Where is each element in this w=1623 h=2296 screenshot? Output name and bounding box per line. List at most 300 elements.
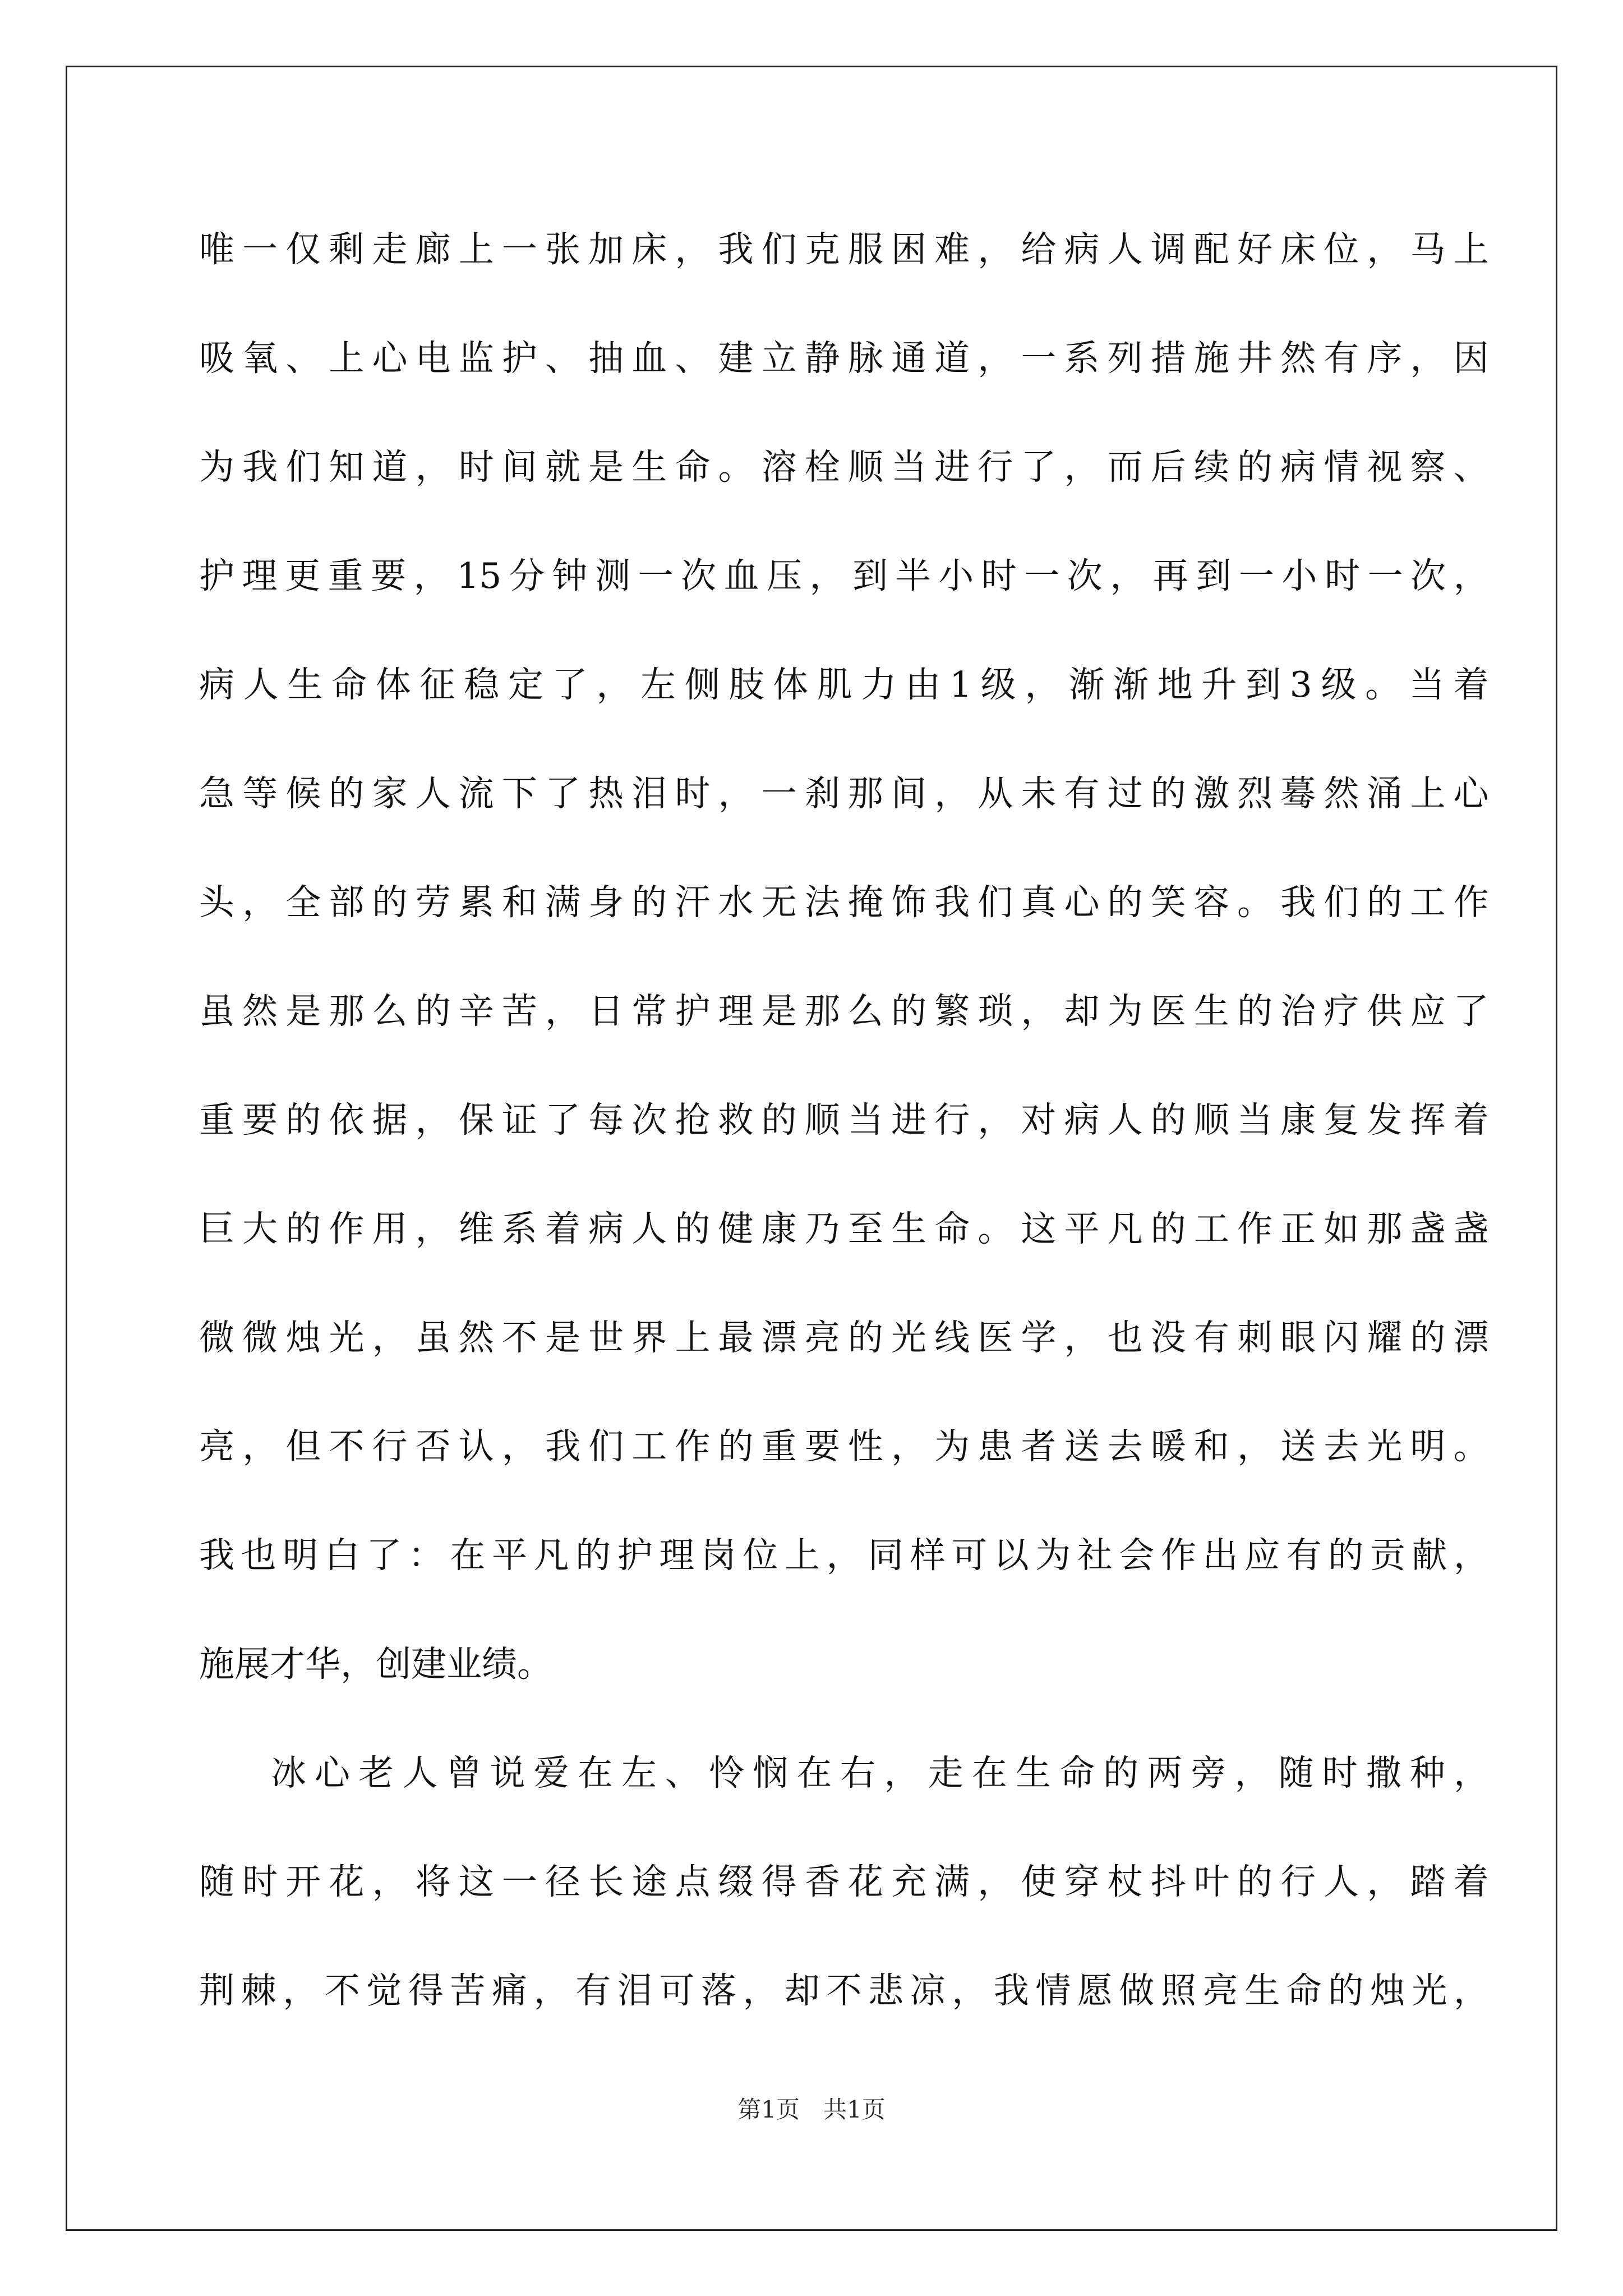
text-glyph: 康 <box>761 1208 797 1249</box>
text-glyph: 白 <box>324 1535 360 1576</box>
text-glyph: 间 <box>891 773 926 814</box>
text-glyph: 悲 <box>868 1970 903 2011</box>
text-glyph: 水 <box>718 882 754 923</box>
text-glyph: 在 <box>577 1752 613 1793</box>
text-glyph: 了 <box>1021 447 1057 487</box>
text-glyph: 稳 <box>464 664 500 705</box>
text-glyph: ， <box>718 773 754 814</box>
text-glyph: 要 <box>804 1426 840 1467</box>
text-glyph: 眼 <box>1280 1317 1316 1358</box>
text-glyph: 去 <box>1107 1426 1143 1467</box>
text-glyph: 顺 <box>1193 1099 1229 1140</box>
text-glyph: 也 <box>241 1535 276 1576</box>
text-glyph: ， <box>809 555 845 596</box>
text-glyph: 一 <box>761 773 797 814</box>
text-glyph: 再 <box>1152 555 1188 596</box>
text-glyph: 。 <box>718 447 754 487</box>
text-glyph: 察 <box>1410 447 1446 487</box>
text-glyph: 测 <box>594 555 630 596</box>
text-glyph: 当 <box>1409 664 1445 705</box>
text-glyph: 的 <box>1150 1208 1186 1249</box>
text-glyph: ， <box>884 1752 920 1793</box>
text-glyph: 位 <box>1324 229 1359 270</box>
text-glyph: ， <box>1410 338 1446 379</box>
text-glyph: 巨 <box>199 1208 234 1249</box>
text-glyph: 次 <box>1410 555 1446 596</box>
text-glyph: 出 <box>1202 1535 1238 1576</box>
text-glyph: 撒 <box>1366 1752 1401 1793</box>
text-glyph: 旁 <box>1191 1752 1227 1793</box>
text-glyph: 流 <box>458 773 494 814</box>
text-glyph: 当 <box>847 1099 883 1140</box>
text-line <box>199 763 1489 872</box>
text-glyph: 病 <box>199 664 234 705</box>
text-glyph: 半 <box>895 555 931 596</box>
text-glyph: 间 <box>501 447 537 487</box>
text-glyph: 老 <box>358 1752 394 1793</box>
text-glyph: ， <box>1453 555 1489 596</box>
text-glyph: 难 <box>934 229 970 270</box>
text-glyph: ， <box>545 991 580 1032</box>
text-glyph: 漂 <box>1453 1317 1489 1358</box>
text-glyph: 、 <box>675 338 711 379</box>
text-glyph: 的 <box>847 1317 883 1358</box>
text-glyph: 地 <box>1157 664 1193 705</box>
text-glyph: 行 <box>372 1426 408 1467</box>
text-glyph: 时 <box>675 773 711 814</box>
text-glyph: 护 <box>675 991 711 1032</box>
text-glyph: 刺 <box>1237 1317 1272 1358</box>
text-glyph: 力 <box>861 664 897 705</box>
text-glyph: 渐 <box>1069 664 1105 705</box>
text-glyph: 了 <box>545 1099 580 1140</box>
text-glyph: 救 <box>718 1099 754 1140</box>
text-glyph: 系 <box>501 1208 537 1249</box>
text-glyph: 护 <box>199 555 234 596</box>
text-glyph: 将 <box>415 1861 451 1902</box>
text-glyph: 护 <box>501 338 537 379</box>
text-glyph: 学 <box>1021 1317 1057 1358</box>
text-glyph: 顺 <box>847 447 883 487</box>
text-glyph: 一 <box>1367 555 1403 596</box>
text-glyph: 、 <box>665 1752 700 1793</box>
text-glyph: 列 <box>1107 338 1143 379</box>
text-glyph: 康 <box>1280 1099 1316 1140</box>
text-glyph: 上 <box>784 1535 820 1576</box>
text-glyph: 耀 <box>1367 1317 1403 1358</box>
text-glyph: 每 <box>588 1099 624 1140</box>
text-glyph: 然 <box>1280 338 1316 379</box>
text-glyph: 然 <box>242 991 278 1032</box>
text-glyph: 涌 <box>1367 773 1403 814</box>
text-glyph: 照 <box>1160 1970 1196 2011</box>
text-glyph: 明 <box>283 1535 319 1576</box>
text-glyph: 征 <box>419 664 455 705</box>
text-glyph: 应 <box>1410 991 1446 1032</box>
text-glyph: ， <box>891 1426 926 1467</box>
text-glyph: 有 <box>1324 338 1359 379</box>
text-glyph: 行 <box>934 1099 970 1140</box>
text-glyph: 顺 <box>804 1099 840 1140</box>
text-glyph: 然 <box>1324 773 1359 814</box>
text-glyph: 患 <box>978 1426 1013 1467</box>
text-glyph: 认 <box>458 1426 494 1467</box>
text-glyph: 踏 <box>1410 1861 1446 1902</box>
text-glyph: 不 <box>329 1426 365 1467</box>
text-glyph: 小 <box>938 555 974 596</box>
text-glyph: 苦 <box>450 1970 486 2011</box>
text-glyph: 理 <box>242 555 278 596</box>
text-glyph: 同 <box>868 1535 903 1576</box>
text-glyph: 理 <box>659 1535 695 1576</box>
text-glyph: 的 <box>285 1208 321 1249</box>
text-glyph: 的 <box>575 1535 611 1576</box>
text-glyph: 的 <box>1328 1535 1364 1576</box>
text-glyph: 上 <box>1453 229 1489 270</box>
text-glyph: 分 <box>509 555 545 596</box>
text-glyph: 上 <box>1410 773 1446 814</box>
text-glyph: ， <box>1367 229 1403 270</box>
text-glyph: 生 <box>1244 1970 1280 2011</box>
text-glyph: 是 <box>588 447 624 487</box>
text-glyph: 身 <box>588 882 624 923</box>
text-glyph: 了 <box>366 1535 402 1576</box>
text-glyph: 病 <box>588 1208 624 1249</box>
text-glyph: 马 <box>1410 229 1446 270</box>
text-glyph: 却 <box>1064 991 1100 1032</box>
text-glyph: 爱 <box>533 1752 569 1793</box>
text-glyph: 么 <box>372 991 408 1032</box>
text-glyph: 为 <box>1035 1535 1071 1576</box>
text-glyph: 据 <box>372 1099 408 1140</box>
text-glyph: ， <box>415 447 451 487</box>
text-glyph: 是 <box>545 1317 580 1358</box>
text-glyph: 香 <box>804 1861 840 1902</box>
text-glyph: 知 <box>329 447 365 487</box>
text-glyph: 命 <box>331 664 367 705</box>
text-glyph: 不 <box>501 1317 537 1358</box>
text-glyph: 可 <box>952 1535 988 1576</box>
text-glyph: 种 <box>1409 1752 1445 1793</box>
text-glyph: 的 <box>415 991 451 1032</box>
text-glyph: 上 <box>329 338 365 379</box>
text-glyph: 时 <box>458 447 494 487</box>
text-glyph: 们 <box>1324 882 1359 923</box>
text-glyph: 的 <box>631 882 667 923</box>
text-glyph: 明 <box>1410 1426 1446 1467</box>
text-glyph: 道 <box>934 338 970 379</box>
text-glyph: 的 <box>285 1099 321 1140</box>
text-glyph: 而 <box>1107 447 1143 487</box>
text-glyph: ， <box>242 882 278 923</box>
text-glyph: 通 <box>891 338 926 379</box>
text-glyph: 光 <box>1367 1426 1403 1467</box>
text-glyph: 给 <box>1021 229 1057 270</box>
text-glyph: 定 <box>508 664 543 705</box>
text-glyph: 开 <box>285 1861 321 1902</box>
text-glyph: 长 <box>588 1861 624 1902</box>
text-glyph: 重 <box>328 555 363 596</box>
text-glyph: 以 <box>993 1535 1029 1576</box>
text-glyph: 那 <box>329 991 365 1032</box>
text-glyph: 点 <box>675 1861 711 1902</box>
text-glyph: ， <box>1453 1752 1489 1793</box>
text-glyph: 级 <box>980 664 1016 705</box>
text-glyph: 行 <box>978 447 1013 487</box>
text-glyph: ， <box>1367 1861 1403 1902</box>
text-glyph: 依 <box>329 1099 365 1140</box>
text-glyph: 是 <box>761 991 797 1032</box>
text-glyph: 病 <box>1064 1099 1100 1140</box>
text-glyph: 乃 <box>804 1208 840 1249</box>
text-glyph: 献 <box>1412 1535 1447 1576</box>
text-glyph: 为 <box>934 1426 970 1467</box>
text-glyph: ， <box>372 1317 408 1358</box>
text-glyph: 累 <box>458 882 494 923</box>
text-glyph: 在 <box>796 1752 832 1793</box>
text-line <box>199 1416 1489 1525</box>
text-glyph: 岗 <box>700 1535 736 1576</box>
text-glyph: ， <box>415 1099 451 1140</box>
text-glyph: 走 <box>372 229 408 270</box>
text-line <box>199 1960 1489 2069</box>
text-glyph: 有 <box>575 1970 611 2011</box>
text-glyph: 穿 <box>1064 1861 1100 1902</box>
text-glyph: 汗 <box>675 882 711 923</box>
text-glyph: 序 <box>1367 338 1403 379</box>
text-glyph: 说 <box>490 1752 525 1793</box>
text-glyph: 然 <box>458 1317 494 1358</box>
text-glyph: 杖 <box>1107 1861 1143 1902</box>
text-glyph: 上 <box>675 1317 711 1358</box>
text-glyph: 平 <box>491 1535 527 1576</box>
text-glyph: 静 <box>804 338 840 379</box>
text-line <box>199 872 1489 981</box>
text-glyph: 廊 <box>415 229 451 270</box>
text-glyph: 钟 <box>552 555 588 596</box>
text-glyph: 那 <box>804 991 840 1032</box>
text-glyph: 社 <box>1077 1535 1113 1576</box>
text-glyph: 的 <box>1150 1099 1186 1140</box>
text-glyph: 花 <box>329 1861 365 1902</box>
text-glyph: 亮 <box>1202 1970 1238 2011</box>
text-glyph: 仅 <box>285 229 321 270</box>
text-glyph: 、 <box>545 338 580 379</box>
text-glyph: 满 <box>545 882 580 923</box>
text-glyph: 1 <box>949 664 972 705</box>
text-glyph: 是 <box>285 991 321 1032</box>
text-glyph: 者 <box>1021 1426 1057 1467</box>
text-glyph: 理 <box>718 991 754 1032</box>
text-glyph: 痛 <box>491 1970 527 2011</box>
text-glyph: 日 <box>588 991 624 1032</box>
text-line <box>199 328 1489 436</box>
text-glyph: 对 <box>1021 1099 1057 1140</box>
text-glyph: 落 <box>700 1970 736 2011</box>
text-glyph: ， <box>978 338 1013 379</box>
text-glyph: 人 <box>243 664 279 705</box>
text-glyph: 供 <box>1367 991 1403 1032</box>
text-glyph: 脉 <box>847 338 883 379</box>
text-glyph: 命 <box>675 447 711 487</box>
text-glyph: 过 <box>1107 773 1143 814</box>
text-glyph: 光 <box>329 1317 365 1358</box>
text-glyph: 线 <box>934 1317 970 1358</box>
text-glyph: 微 <box>242 1317 278 1358</box>
text-glyph: 部 <box>329 882 365 923</box>
text-glyph: 因 <box>1453 338 1489 379</box>
text-glyph: 笑 <box>1150 882 1186 923</box>
text-glyph: 烛 <box>285 1317 321 1358</box>
text-glyph: 有 <box>1286 1535 1322 1576</box>
text-glyph: 护 <box>617 1535 653 1576</box>
text-glyph: 人 <box>631 1208 667 1249</box>
text-glyph: 血 <box>723 555 759 596</box>
text-glyph: 从 <box>978 773 1013 814</box>
text-glyph: 劳 <box>415 882 451 923</box>
text-glyph: 克 <box>804 229 840 270</box>
text-glyph: 的 <box>329 773 365 814</box>
text-glyph: 盏 <box>1453 1208 1489 1249</box>
text-glyph: 氧 <box>242 338 278 379</box>
text-glyph: 送 <box>1064 1426 1100 1467</box>
text-glyph: 棘 <box>241 1970 276 2011</box>
text-glyph: 法 <box>804 882 840 923</box>
text-line <box>199 1089 1489 1198</box>
text-glyph: 最 <box>718 1317 754 1358</box>
text-glyph: 。 <box>1453 1426 1489 1467</box>
text-glyph: 光 <box>891 1317 926 1358</box>
text-glyph: 我 <box>545 1426 580 1467</box>
text-glyph: 当 <box>1237 1099 1272 1140</box>
text-glyph: ， <box>1234 1752 1270 1793</box>
text-glyph: 走 <box>928 1752 963 1793</box>
text-glyph: ， <box>1110 555 1146 596</box>
text-glyph: 、 <box>285 338 321 379</box>
text-glyph: 盏 <box>1410 1208 1446 1249</box>
text-glyph: ， <box>743 1970 778 2011</box>
text-glyph: 人 <box>415 773 451 814</box>
text-line <box>199 1742 1489 1851</box>
text-glyph: 时 <box>1324 555 1360 596</box>
text-glyph: 抽 <box>588 338 624 379</box>
text-glyph: 那 <box>1367 1208 1403 1249</box>
text-glyph: 有 <box>1193 1317 1229 1358</box>
text-glyph: 。 <box>1365 664 1401 705</box>
text-glyph: 正 <box>1280 1208 1316 1249</box>
text-glyph: 满 <box>934 1861 970 1902</box>
text-glyph: ， <box>978 229 1013 270</box>
text-glyph: 次 <box>631 1099 667 1140</box>
text-glyph: 一 <box>1024 555 1060 596</box>
text-glyph: 的 <box>891 991 926 1032</box>
text-glyph: 亮 <box>804 1317 840 1358</box>
text-glyph: 得 <box>408 1970 444 2011</box>
text-glyph: 有 <box>1064 773 1100 814</box>
text-glyph: 花 <box>847 1861 883 1902</box>
text-glyph: 栓 <box>804 447 840 487</box>
text-glyph: 我 <box>242 447 278 487</box>
text-glyph: 张 <box>545 229 580 270</box>
text-glyph: 性 <box>847 1426 883 1467</box>
text-glyph: 常 <box>631 991 667 1032</box>
text-glyph: ， <box>372 1861 408 1902</box>
text-glyph: 烛 <box>1370 1970 1405 2011</box>
text-glyph: 不 <box>826 1970 862 2011</box>
text-glyph: 闪 <box>1324 1317 1359 1358</box>
text-glyph: 病 <box>1064 229 1100 270</box>
text-glyph: 级 <box>1321 664 1357 705</box>
text-glyph: 视 <box>1367 447 1403 487</box>
text-glyph: 也 <box>1107 1317 1143 1358</box>
text-glyph: 、 <box>1453 447 1489 487</box>
text-glyph: 泪 <box>617 1970 653 2011</box>
text-glyph: 床 <box>1280 229 1316 270</box>
text-glyph: 作 <box>1160 1535 1196 1576</box>
text-glyph: 热 <box>588 773 624 814</box>
text-glyph: 全 <box>285 882 321 923</box>
text-glyph: 体 <box>773 664 809 705</box>
text-glyph: 行 <box>1280 1861 1316 1902</box>
text-glyph: 命 <box>1286 1970 1322 2011</box>
text-glyph: 电 <box>415 338 451 379</box>
text-glyph: ， <box>596 664 632 705</box>
text-glyph: 系 <box>1064 338 1100 379</box>
text-glyph: 掩 <box>847 882 883 923</box>
text-glyph: 没 <box>1150 1317 1186 1358</box>
text-glyph: ： <box>408 1535 444 1576</box>
text-glyph: 蓦 <box>1280 773 1316 814</box>
text-line <box>199 219 1489 328</box>
text-glyph: ， <box>1064 1317 1100 1358</box>
text-glyph: 泪 <box>631 773 667 814</box>
text-glyph: 我 <box>993 1970 1029 2011</box>
text-glyph: 情 <box>1035 1970 1071 2011</box>
text-glyph: 困 <box>891 229 926 270</box>
text-glyph: 的 <box>372 882 408 923</box>
text-glyph: 次 <box>1067 555 1103 596</box>
text-glyph: 时 <box>1322 1752 1358 1793</box>
text-glyph: 得 <box>761 1861 797 1902</box>
text-glyph: 作 <box>675 1426 711 1467</box>
text-glyph: 们 <box>978 882 1013 923</box>
text-glyph: 立 <box>761 338 797 379</box>
text-glyph: 我 <box>1280 882 1316 923</box>
text-glyph: 冰 <box>271 1752 306 1793</box>
text-glyph: 的 <box>761 1099 797 1140</box>
text-glyph: 人 <box>1107 1099 1143 1140</box>
text-glyph: 一 <box>1021 338 1057 379</box>
text-glyph: 右 <box>840 1752 876 1793</box>
text-glyph: 应 <box>1244 1535 1280 1576</box>
text-glyph: 了 <box>1453 991 1489 1032</box>
text-glyph: 疗 <box>1324 991 1359 1032</box>
text-glyph: 小 <box>1281 555 1317 596</box>
text-glyph: 随 <box>1278 1752 1314 1793</box>
text-glyph: 为 <box>1107 991 1143 1032</box>
text-glyph: 作 <box>1453 882 1489 923</box>
text-glyph: 凡 <box>533 1535 569 1576</box>
text-glyph: 作 <box>329 1208 365 1249</box>
text-glyph: 充 <box>891 1861 926 1902</box>
text-glyph: 时 <box>981 555 1017 596</box>
text-glyph: 一 <box>1238 555 1274 596</box>
text-glyph: 怜 <box>709 1752 745 1793</box>
text-glyph: 到 <box>852 555 888 596</box>
text-glyph: 真 <box>1021 882 1057 923</box>
text-glyph: 一 <box>638 555 674 596</box>
text-glyph: 饰 <box>891 882 926 923</box>
